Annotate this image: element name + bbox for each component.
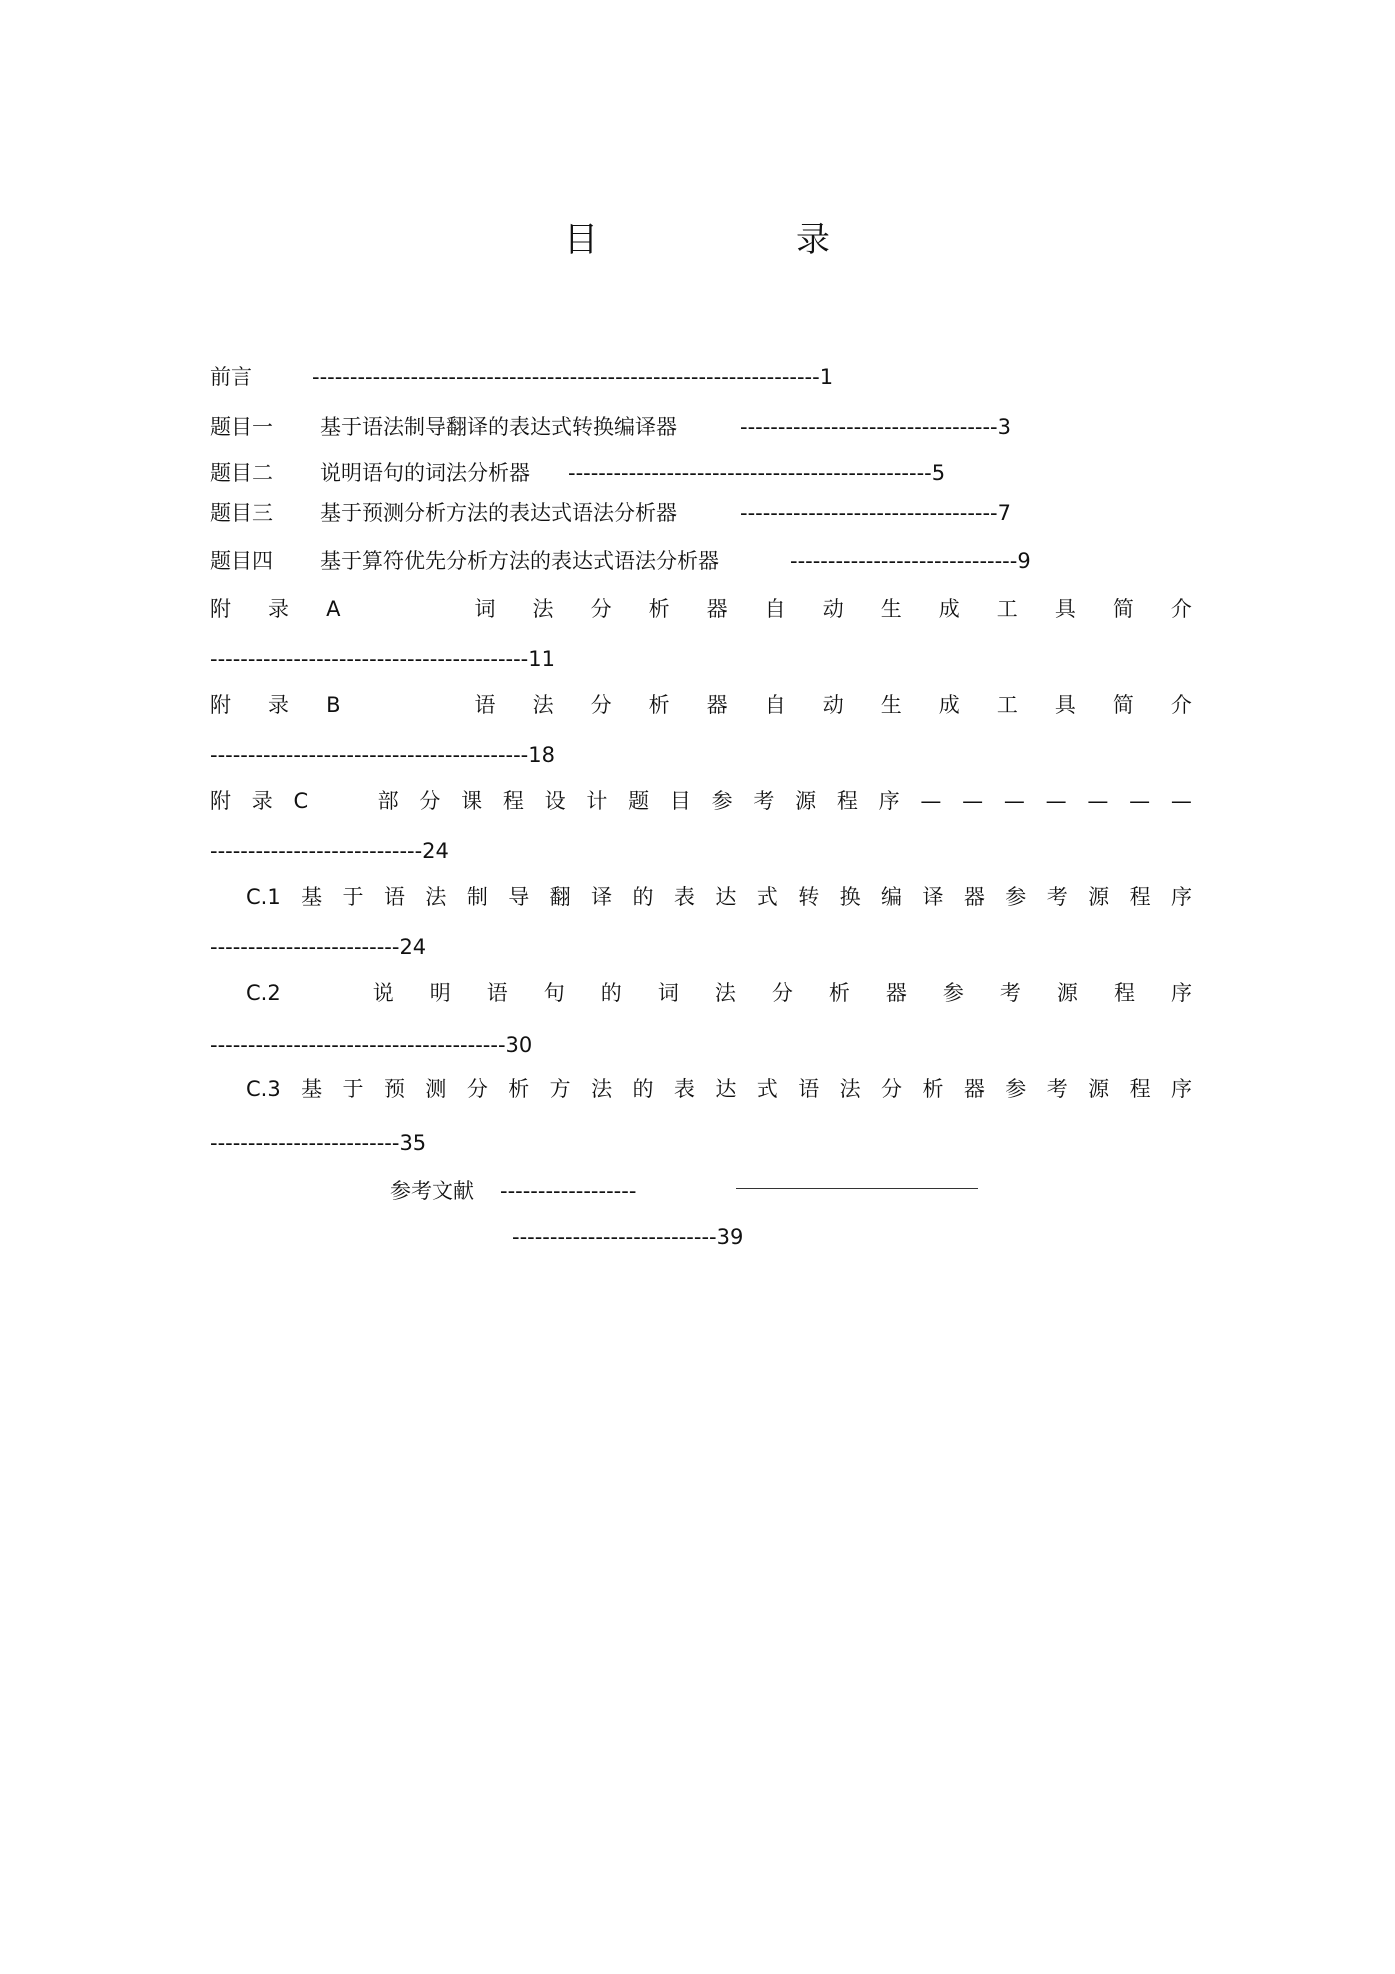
c2-char: 分 — [771, 981, 793, 1005]
appendix-c-dash: — — [920, 789, 942, 813]
c2-char: 参 — [942, 981, 964, 1005]
appendix-b-char: 简 — [1112, 693, 1134, 717]
c1-number: C.1 — [246, 885, 281, 909]
c1-char: 编 — [881, 885, 903, 909]
appendix-a-char: 析 — [648, 597, 670, 621]
appendix-a-char: 词 — [474, 597, 496, 621]
appendix-b-char: 附 — [210, 693, 231, 717]
appendix-b-char: 成 — [938, 693, 960, 717]
c1-char: 参 — [1005, 885, 1027, 909]
appendix-c-char: 目 — [669, 789, 691, 813]
c3-char: 于 — [342, 1077, 364, 1101]
toc-references-rule — [736, 1188, 978, 1189]
c1-char: 序 — [1170, 885, 1192, 909]
appendix-c-char: 计 — [586, 789, 608, 813]
toc-topic-4-text: 基于算符优先分析方法的表达式语法分析器 — [320, 549, 719, 573]
toc-topic-4-leader: ------------------------------9 — [790, 549, 1031, 573]
toc-references-page-line: ---------------------------39 — [512, 1225, 744, 1249]
c1-char: 制 — [466, 885, 488, 909]
toc-topic-2-text: 说明语句的词法分析器 — [320, 461, 530, 485]
appendix-c-char: 设 — [544, 789, 566, 813]
appendix-b-char: 分 — [590, 693, 612, 717]
appendix-a-char: A — [326, 597, 341, 621]
c2-char: 的 — [600, 981, 622, 1005]
c3-number: C.3 — [246, 1077, 281, 1101]
appendix-c-dash: — — [962, 789, 984, 813]
appendix-a-char: 动 — [822, 597, 844, 621]
toc-appendix-a-heading — [210, 596, 1192, 622]
c3-char: 达 — [715, 1077, 737, 1101]
appendix-a-gap — [377, 596, 437, 622]
toc-topic-1-text: 基于语法制导翻译的表达式转换编译器 — [320, 415, 677, 439]
toc-appendix-c-leader: ----------------------------24 — [210, 839, 449, 863]
appendix-b-char: 介 — [1170, 693, 1192, 717]
c2-char: 明 — [429, 981, 451, 1005]
toc-c3-heading — [246, 1076, 1192, 1102]
appendix-c-char: 题 — [628, 789, 650, 813]
c1-char: 翻 — [549, 885, 571, 909]
c3-char: 考 — [1046, 1077, 1068, 1101]
toc-title-char-1: 目 — [564, 220, 598, 260]
appendix-a-char: 生 — [880, 597, 902, 621]
appendix-a-char: 简 — [1112, 597, 1134, 621]
appendix-b-char: 析 — [648, 693, 670, 717]
toc-topic-3-label: 题目三 — [210, 501, 273, 525]
c1-char: 表 — [673, 885, 695, 909]
appendix-a-char: 具 — [1054, 597, 1076, 621]
c3-char: 语 — [798, 1077, 820, 1101]
toc-c2-heading — [246, 980, 1192, 1006]
toc-topic-4-label: 题目四 — [210, 549, 273, 573]
c1-char: 译 — [591, 885, 613, 909]
toc-appendix-b-leader: ------------------------------------------18 — [210, 743, 555, 767]
c3-char: 基 — [301, 1077, 323, 1101]
toc-references-leader: ------------------ — [500, 1179, 637, 1203]
toc-c3-leader: -------------------------35 — [210, 1131, 427, 1155]
toc-c1-leader: -------------------------24 — [210, 935, 427, 959]
appendix-c-char: 录 — [251, 789, 273, 813]
c1-char: 源 — [1088, 885, 1110, 909]
toc-preface-label: 前言 — [210, 365, 252, 389]
c1-char: 程 — [1129, 885, 1151, 909]
appendix-c-char: 考 — [753, 789, 775, 813]
c1-char: 基 — [301, 885, 323, 909]
appendix-c-char: 源 — [795, 789, 817, 813]
c1-char: 转 — [798, 885, 820, 909]
appendix-a-char: 工 — [996, 597, 1018, 621]
c3-char: 分 — [881, 1077, 903, 1101]
appendix-c-char: C — [293, 789, 309, 813]
appendix-c-dash: — — [1087, 789, 1109, 813]
c2-char: 源 — [1056, 981, 1078, 1005]
c1-char: 的 — [632, 885, 654, 909]
c3-char: 析 — [922, 1077, 944, 1101]
appendix-c-char: 附 — [210, 789, 231, 813]
c1-char: 式 — [756, 885, 778, 909]
c3-char: 源 — [1088, 1077, 1110, 1101]
c3-char: 式 — [756, 1077, 778, 1101]
c1-char: 考 — [1046, 885, 1068, 909]
toc-references-label: 参考文献 — [390, 1179, 474, 1203]
c2-char: 词 — [657, 981, 679, 1005]
appendix-c-char: 程 — [502, 789, 524, 813]
appendix-b-char: 录 — [268, 693, 290, 717]
appendix-b-char: 生 — [880, 693, 902, 717]
toc-topic-3-text: 基于预测分析方法的表达式语法分析器 — [320, 501, 677, 525]
toc-c2-leader: ---------------------------------------30 — [210, 1033, 533, 1057]
toc-topic-2-leader: ------------------------------------------------5 — [568, 461, 946, 485]
c1-char: 导 — [508, 885, 530, 909]
toc-topic-1-leader: ----------------------------------3 — [740, 415, 1012, 439]
c2-char: 析 — [828, 981, 850, 1005]
appendix-c-char: 参 — [711, 789, 733, 813]
c2-char: 语 — [486, 981, 508, 1005]
toc-appendix-b-heading — [210, 692, 1192, 718]
appendix-a-char: 器 — [706, 597, 728, 621]
c3-char: 测 — [425, 1077, 447, 1101]
appendix-b-char: 法 — [532, 693, 554, 717]
appendix-a-char: 介 — [1170, 597, 1192, 621]
appendix-c-dash: — — [1003, 789, 1025, 813]
appendix-c-char: 序 — [878, 789, 900, 813]
c1-char: 于 — [342, 885, 364, 909]
appendix-a-char: 法 — [532, 597, 554, 621]
c3-char: 方 — [549, 1077, 571, 1101]
appendix-b-char: 语 — [474, 693, 496, 717]
c1-char: 译 — [922, 885, 944, 909]
toc-appendix-c-heading — [210, 788, 1192, 814]
c3-char: 参 — [1005, 1077, 1027, 1101]
c2-char: 考 — [999, 981, 1021, 1005]
c3-char: 析 — [508, 1077, 530, 1101]
c2-gap — [317, 980, 337, 1006]
appendix-a-char: 成 — [938, 597, 960, 621]
appendix-b-char: 器 — [706, 693, 728, 717]
appendix-b-char: 动 — [822, 693, 844, 717]
toc-topic-2-label: 题目二 — [210, 461, 273, 485]
c3-char: 程 — [1129, 1077, 1151, 1101]
c1-char: 达 — [715, 885, 737, 909]
c3-char: 预 — [383, 1077, 405, 1101]
appendix-b-char: B — [326, 693, 341, 717]
appendix-c-dash: — — [1170, 789, 1192, 813]
c2-char: 器 — [885, 981, 907, 1005]
toc-preface-leader: -------------------------------------------------------------------1 — [312, 365, 834, 389]
c1-char: 换 — [839, 885, 861, 909]
appendix-c-char: 课 — [461, 789, 483, 813]
c2-char: 句 — [543, 981, 565, 1005]
c2-number: C.2 — [246, 981, 281, 1005]
c3-char: 器 — [963, 1077, 985, 1101]
appendix-c-dash: — — [1045, 789, 1067, 813]
c3-char: 表 — [673, 1077, 695, 1101]
toc-title-char-2: 录 — [796, 220, 830, 260]
appendix-a-char: 附 — [210, 597, 231, 621]
c1-char: 语 — [383, 885, 405, 909]
c1-char: 器 — [963, 885, 985, 909]
appendix-a-char: 自 — [764, 597, 786, 621]
toc-appendix-a-leader: ------------------------------------------11 — [210, 647, 555, 671]
toc-c1-heading — [246, 884, 1192, 910]
appendix-c-gap — [329, 788, 357, 814]
appendix-c-char: 部 — [377, 789, 399, 813]
toc-topic-3-leader: ----------------------------------7 — [740, 501, 1012, 525]
appendix-a-char: 分 — [590, 597, 612, 621]
appendix-c-dash: — — [1129, 789, 1151, 813]
appendix-a-char: 录 — [268, 597, 290, 621]
appendix-c-char: 分 — [419, 789, 441, 813]
appendix-b-gap — [378, 692, 438, 718]
toc-topic-1-label: 题目一 — [210, 415, 273, 439]
appendix-b-char: 具 — [1054, 693, 1076, 717]
appendix-c-char: 程 — [836, 789, 858, 813]
c3-char: 的 — [632, 1077, 654, 1101]
c1-char: 法 — [425, 885, 447, 909]
appendix-b-char: 自 — [764, 693, 786, 717]
appendix-b-char: 工 — [996, 693, 1018, 717]
c2-char: 说 — [372, 981, 394, 1005]
c3-char: 法 — [591, 1077, 613, 1101]
c2-char: 法 — [714, 981, 736, 1005]
c3-char: 法 — [839, 1077, 861, 1101]
c2-char: 程 — [1113, 981, 1135, 1005]
c3-char: 分 — [466, 1077, 488, 1101]
c2-char: 序 — [1170, 981, 1192, 1005]
c3-char: 序 — [1170, 1077, 1192, 1101]
